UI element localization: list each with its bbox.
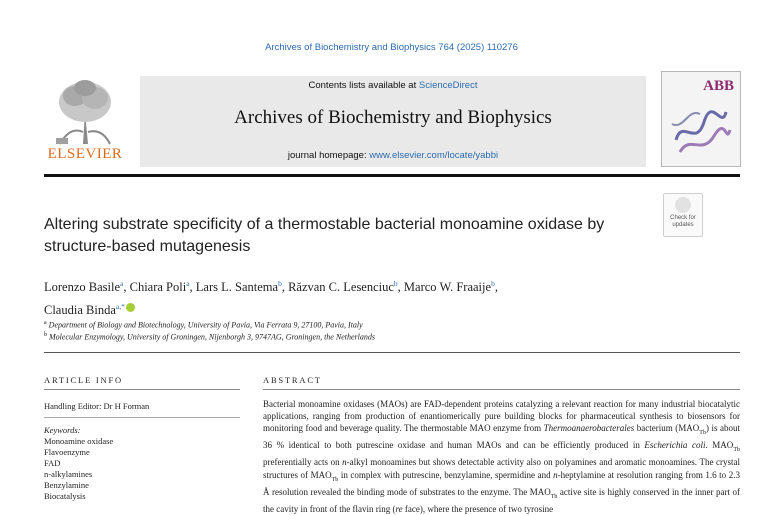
keyword-item: Monoamine oxidase [44,436,114,446]
cover-abbrev: ABB [703,78,734,94]
keywords-label: Keywords: [44,425,81,435]
author-name[interactable]: Marco W. Fraaije$^b$ [403,279,495,295]
author-list: Lorenzo Basile$^a$, Chiara Poli$^a$, Lars L. Santema$^b$, Răzvan C. Lesenciuc$^b$, Marco W. Fraaije$^b$, Claudia Binda$^{a,*}$ [44,279,498,318]
section-divider [44,352,740,353]
journal-homepage-link[interactable]: www.elsevier.com/locate/yabbi [369,150,499,161]
article-title: Altering substrate specificity of a thermostable bacterial monoamine oxidase by structure-based mutagenesis [44,216,605,255]
header-rule [44,174,740,177]
check-updates-label: Check for updates [670,215,696,228]
handling-editor: Handling Editor: Dr H Forman [44,401,150,411]
homepage-prefix: journal homepage: [287,150,370,161]
abstract-rule [263,389,740,390]
journal-title: Archives of Biochemistry and Biophysics [234,107,552,128]
check-updates-icon [675,197,691,213]
elsevier-tree-icon [50,76,120,146]
abstract-body: Bacterial monoamine oxidases (MAOs) are FAD-dependent proteins catalyzing a relevant reaction for many industrial biocatalytic applications, ranging from production of enantiomerically pure building blocks for pharmaceutical synthesis to biosensors for monitoring food and beverage quality. The thermostable MAO enzyme from Thermoanaerobacterales bacterium $(MAO_{Tb})$ is about 36 % identical to both putrescine oxidase and human MAOs and can be efficiently produced in Escherichia coli. $MAO_{Tb}$ preferentially acts on n-alkyl monoamines but shows detectable activity also on polyamines and aromatic monoamines. The crystal structures of $MAO_{Tb}$ in complex with putrescine, benzylamine, spermidine and n-heptylamine at resolution ranging from 1.6 to 2.3 Å resolution revealed the binding mode of substrates to the enzyme. The $MAO_{Tb}$ active site is highly conserved in the inner part of the cavity in front of the flavin ring (re face), where the presence of two tyrosine [263,399,741,514]
cover-structure-icon [668,100,734,160]
keyword-item: FAD [44,458,61,468]
affiliation: $^b$ Molecular Enzymology, University of Groningen, Nijenborgh 3, 9747AG, Groningen, the Netherlands [44,332,375,342]
author-name[interactable]: Răzvan C. Lesenciuc$^b$ [288,279,398,295]
check-for-updates-button[interactable] [663,193,703,237]
abstract-heading: ABSTRACT [263,375,322,385]
sciencedirect-link[interactable]: ScienceDirect [418,80,478,91]
author-name[interactable]: Claudia Binda$^{a,*}$ [44,302,125,318]
journal-masthead [140,76,646,167]
author-name[interactable]: Lars L. Santema$^b$ [195,279,282,295]
info-divider [44,417,240,418]
elsevier-wordmark: ELSEVIER [47,146,123,162]
keyword-item: Flavoenzyme [44,447,90,457]
author-name[interactable]: Chiara Poli$^a$ [129,279,190,295]
keyword-item: Benzylamine [44,480,89,490]
keyword-item: n-alkylamines [44,469,93,479]
author-name[interactable]: Lorenzo Basile$^a$ [44,279,124,295]
elsevier-logo[interactable] [44,76,126,166]
article-info-rule [44,389,240,390]
keyword-item: Biocatalysis [44,491,86,501]
contents-line [140,80,646,91]
affiliation: $^a$ Department of Biology and Biotechnology, University of Pavia, Via Ferrata 9, 27100, Pavia, Italy [44,320,363,330]
journal-cover-thumbnail[interactable] [661,71,741,167]
orcid-icon[interactable] [126,303,135,312]
contents-prefix: Contents lists available at [308,80,419,91]
homepage-line [140,150,646,161]
journal-citation[interactable]: Archives of Biochemistry and Biophysics 764 (2025) 110276 [265,42,518,53]
article-info-heading: ARTICLE INFO [44,375,123,385]
